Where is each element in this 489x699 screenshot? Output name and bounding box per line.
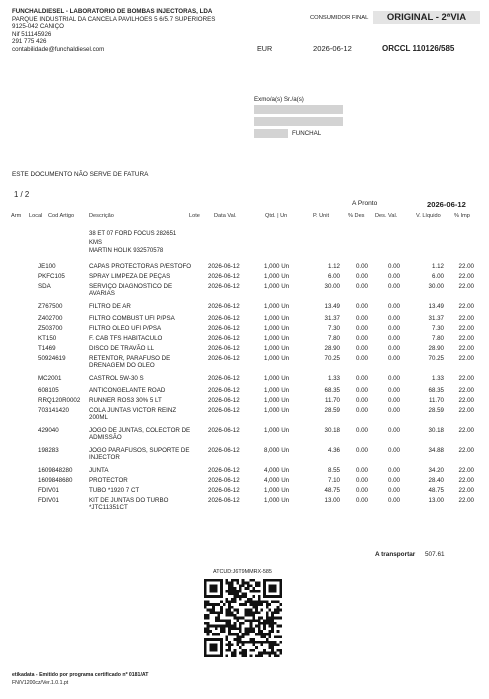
cell-desc	[89, 335, 207, 342]
cell-desc	[89, 497, 207, 512]
cell-date: 2026-06-12	[208, 283, 240, 290]
cell-des: 0.00	[355, 397, 368, 404]
cell-code: MC2001	[38, 375, 62, 382]
cell-qty: 1,000 Un	[264, 497, 290, 504]
cell-des: 0.00	[355, 407, 368, 414]
cell-net: 13.49	[428, 303, 444, 310]
cell-price: 1.12	[327, 263, 340, 270]
cell-date: 2026-06-12	[208, 497, 240, 504]
cell-net: 30.18	[428, 427, 444, 434]
footer-certification: etikadata - Emitido por programa certificado nº 0181/AT	[12, 672, 149, 678]
cell-date: 2026-06-12	[208, 407, 240, 414]
cell-des: 0.00	[355, 335, 368, 342]
item-description-line: FILTRO OLEO UFI P/PSA	[89, 325, 162, 332]
cell-date: 2026-06-12	[208, 477, 240, 484]
cell-net: 11.70	[428, 397, 444, 404]
item-description-line: KIT DE JUNTAS DO TURBO	[89, 497, 169, 504]
cell-code: Z503700	[38, 325, 63, 332]
original-badge: ORIGINAL - 2ªVIA	[373, 11, 480, 24]
col-local: Local	[29, 213, 43, 219]
cell-desc	[89, 407, 207, 422]
cell-imp: 22.00	[458, 487, 474, 494]
cell-desval: 0.00	[387, 447, 400, 454]
consumer-label: CONSUMIDOR FINAL	[310, 15, 369, 21]
cell-net: 48.75	[428, 487, 444, 494]
cell-desval: 0.00	[387, 477, 400, 484]
cell-net: 28.90	[428, 345, 444, 352]
vehicle-line: KMS	[89, 239, 103, 246]
col-cod: Cod Artigo	[48, 213, 75, 219]
cell-imp: 22.00	[458, 447, 474, 454]
cell-desc	[89, 427, 207, 442]
cell-price: 8.55	[327, 467, 340, 474]
cell-imp: 22.00	[458, 273, 474, 280]
cell-imp: 22.00	[458, 427, 474, 434]
footer	[12, 672, 148, 687]
cell-des: 0.00	[355, 427, 368, 434]
item-description-line: DISCO DE TRAVÃO LL	[89, 345, 155, 352]
cell-code: 429040	[38, 427, 59, 434]
cell-price: 31.37	[324, 315, 340, 322]
cell-net: 70.25	[428, 355, 444, 362]
cell-price: 48.75	[324, 487, 340, 494]
cell-price: 13.49	[324, 303, 340, 310]
cell-qty: 1,000 Un	[264, 345, 290, 352]
col-arm: Arm	[11, 213, 22, 219]
item-description-line: AVARIAS	[89, 290, 115, 298]
cell-qty: 1,000 Un	[264, 335, 290, 342]
cell-code: Z767500	[38, 303, 63, 310]
vehicle-info	[89, 230, 176, 256]
cell-desc	[89, 303, 207, 310]
cell-desc	[89, 325, 207, 332]
company-phone: 291 775 426	[12, 38, 47, 46]
cell-price: 1.33	[327, 375, 340, 382]
cell-des: 0.00	[355, 447, 368, 454]
cell-price: 68.35	[324, 387, 340, 394]
cell-code: 1609848280	[38, 467, 73, 474]
item-description-line: 200ML	[89, 414, 108, 422]
cell-net: 1.12	[431, 263, 444, 270]
cell-date: 2026-06-12	[208, 325, 240, 332]
cell-des: 0.00	[355, 497, 368, 504]
cell-imp: 22.00	[458, 375, 474, 382]
cell-net: 28.59	[428, 407, 444, 414]
cell-price: 30.00	[324, 283, 340, 290]
cell-imp: 22.00	[458, 355, 474, 362]
cell-date: 2026-06-12	[208, 375, 240, 382]
cell-qty: 8,000 Un	[264, 447, 290, 454]
cell-code: KT150	[38, 335, 57, 342]
cell-qty: 1,000 Un	[264, 427, 290, 434]
cell-des: 0.00	[355, 487, 368, 494]
qr-code	[204, 579, 282, 657]
cell-imp: 22.00	[458, 283, 474, 290]
cell-price: 13.00	[324, 497, 340, 504]
cell-desc	[89, 375, 207, 382]
cell-code: 198283	[38, 447, 59, 454]
cell-price: 70.25	[324, 355, 340, 362]
cell-qty: 4,000 Un	[264, 477, 290, 484]
cell-date: 2026-06-12	[208, 273, 240, 280]
cell-code: 608105	[38, 387, 59, 394]
cell-desc	[89, 447, 207, 462]
cell-qty: 1,000 Un	[264, 263, 290, 270]
doc-date: 2026-06-12	[313, 44, 352, 53]
cell-desc	[89, 273, 207, 280]
item-description-line: RETENTOR, PARAFUSO DE	[89, 355, 171, 362]
cell-desc	[89, 467, 207, 474]
payment-term: A Pronto	[352, 200, 378, 207]
cell-price: 7.30	[327, 325, 340, 332]
col-date: Data Val.	[214, 213, 237, 219]
redacted-postal	[254, 129, 288, 138]
cell-net: 31.37	[428, 315, 444, 322]
cell-net: 7.30	[431, 325, 444, 332]
cell-net: 6.00	[431, 273, 444, 280]
cell-desval: 0.00	[387, 375, 400, 382]
doc-number: ORCCL 110126/585	[382, 44, 455, 53]
cell-desval: 0.00	[387, 467, 400, 474]
col-imp: % Imp	[454, 213, 470, 219]
cell-desval: 0.00	[387, 397, 400, 404]
cell-des: 0.00	[355, 387, 368, 394]
cell-des: 0.00	[355, 325, 368, 332]
cell-qty: 1,000 Un	[264, 407, 290, 414]
item-description-line: DRENAGEM DO OLEO	[89, 362, 155, 370]
company-email: contabilidade@funchaldiesel.com	[12, 45, 105, 53]
cell-code: RRQ120R0002	[38, 397, 81, 404]
cell-date: 2026-06-12	[208, 427, 240, 434]
col-desc: Descrição	[89, 213, 114, 219]
cell-imp: 22.00	[458, 387, 474, 394]
cell-imp: 22.00	[458, 335, 474, 342]
cell-code: 50924619	[38, 355, 66, 362]
cell-desc	[89, 477, 207, 484]
cell-desc	[89, 283, 207, 298]
cell-code: 1609848680	[38, 477, 73, 484]
cell-date: 2026-06-12	[208, 263, 240, 270]
vehicle-line: MARTIN HOLIK 932570578	[89, 248, 164, 255]
cell-imp: 22.00	[458, 477, 474, 484]
redacted-name	[254, 105, 343, 114]
item-description-line: JOGO PARAFUSOS, SUPORTE DE	[89, 447, 190, 454]
cell-date: 2026-06-12	[208, 467, 240, 474]
cell-desval: 0.00	[387, 263, 400, 270]
cell-des: 0.00	[355, 303, 368, 310]
cell-desval: 0.00	[387, 427, 400, 434]
cell-qty: 1,000 Un	[264, 387, 290, 394]
cell-desc	[89, 263, 207, 270]
cell-des: 0.00	[355, 355, 368, 362]
cell-imp: 22.00	[458, 325, 474, 332]
cell-net: 1.33	[431, 375, 444, 382]
cell-qty: 1,000 Un	[264, 315, 290, 322]
item-description-line: JOGO DE JUNTAS, COLECTOR DE	[89, 427, 191, 434]
cell-desval: 0.00	[387, 487, 400, 494]
item-description-line: JUNTA	[89, 467, 109, 474]
item-description-line: SPRAY LIMPEZA DE PEÇAS	[89, 273, 171, 280]
cell-desc	[89, 355, 207, 370]
cell-qty: 1,000 Un	[264, 273, 290, 280]
atcud: ATCUD:J6T9MMRX-585	[213, 569, 272, 575]
cell-qty: 1,000 Un	[264, 303, 290, 310]
cell-desval: 0.00	[387, 345, 400, 352]
addressee-label: Exmo/a(s) Sr./a(s)	[254, 96, 304, 103]
cell-code: T1469	[38, 345, 56, 352]
cell-net: 30.00	[428, 283, 444, 290]
cell-imp: 22.00	[458, 263, 474, 270]
col-desval: Des. Val.	[375, 213, 398, 219]
item-description-line: CAPAS PROTECTORAS P/ESTOFO	[89, 263, 192, 270]
cell-net: 68.35	[428, 387, 444, 394]
col-qty: Qtd. | Un	[265, 213, 288, 219]
carry-value: 507.61	[425, 551, 445, 558]
cell-desval: 0.00	[387, 325, 400, 332]
item-description-line: *JTC11351CT	[89, 504, 128, 512]
cell-net: 7.80	[431, 335, 444, 342]
item-description-line: PROTECTOR	[89, 477, 128, 484]
cell-desc	[89, 487, 207, 494]
company-nif: Nif 511145926	[12, 30, 52, 38]
cell-imp: 22.00	[458, 303, 474, 310]
cell-date: 2026-06-12	[208, 315, 240, 322]
cell-net: 13.00	[428, 497, 444, 504]
item-description-line: CASTROL 5W-30 S	[89, 375, 144, 382]
vehicle-line: 38 ET 07 FORD FOCUS 282651	[89, 231, 177, 237]
cell-price: 4.36	[327, 447, 340, 454]
col-lote: Lote	[189, 213, 200, 219]
item-description-line: FILTRO DE AR	[89, 303, 131, 310]
cell-desval: 0.00	[387, 283, 400, 290]
cell-date: 2026-06-12	[208, 335, 240, 342]
item-description-line: TUBO *1920 7 CT	[89, 487, 140, 494]
cell-des: 0.00	[355, 375, 368, 382]
payment-date: 2026-06-12	[427, 200, 466, 209]
cell-price: 30.18	[324, 427, 340, 434]
cell-price: 28.90	[324, 345, 340, 352]
cell-date: 2026-06-12	[208, 397, 240, 404]
cell-qty: 1,000 Un	[264, 487, 290, 494]
cell-price: 28.59	[324, 407, 340, 414]
cell-des: 0.00	[355, 467, 368, 474]
cell-imp: 22.00	[458, 345, 474, 352]
cell-desc	[89, 315, 207, 322]
cell-desval: 0.00	[387, 387, 400, 394]
city: FUNCHAL	[292, 130, 322, 137]
cell-desval: 0.00	[387, 315, 400, 322]
carry-label: A transportar	[375, 551, 416, 558]
cell-des: 0.00	[355, 477, 368, 484]
cell-code: FDIV01	[38, 497, 59, 504]
company-address: PARQUE INDUSTRIAL DA CANCELA PAVILHOES 5 6/5.7 SUPERIORES	[12, 15, 216, 23]
cell-qty: 1,000 Un	[264, 283, 290, 290]
cell-desval: 0.00	[387, 355, 400, 362]
cell-code: JE100	[38, 263, 56, 270]
footer-version: FN/V1200cz/Ver.1.0.1.pt	[12, 679, 69, 686]
col-des: % Des	[348, 213, 365, 219]
company-postal: 9125-042 CANIÇO	[12, 23, 64, 31]
col-net: V. Líquido	[416, 213, 441, 219]
cell-code: FDIV01	[38, 487, 59, 494]
cell-price: 7.80	[327, 335, 340, 342]
item-description-line: RUNNER ROS3 30% 5 LT	[89, 397, 162, 404]
cell-desval: 0.00	[387, 303, 400, 310]
item-description-line: SERVIÇO DIAGNOSTICO DE	[89, 283, 173, 290]
currency: EUR	[257, 44, 273, 53]
cell-code: PKFC105	[38, 273, 65, 280]
cell-net: 34.88	[428, 447, 444, 454]
cell-date: 2026-06-12	[208, 487, 240, 494]
cell-net: 34.20	[428, 467, 444, 474]
cell-desc	[89, 397, 207, 404]
document-notice: ESTE DOCUMENTO NÃO SERVE DE FATURA	[12, 171, 149, 178]
cell-imp: 22.00	[458, 497, 474, 504]
cell-des: 0.00	[355, 263, 368, 270]
cell-des: 0.00	[355, 283, 368, 290]
cell-desval: 0.00	[387, 273, 400, 280]
cell-date: 2026-06-12	[208, 345, 240, 352]
cell-imp: 22.00	[458, 397, 474, 404]
cell-desval: 0.00	[387, 407, 400, 414]
cell-net: 28.40	[428, 477, 444, 484]
col-price: P. Unit	[313, 213, 330, 219]
cell-code: 703141420	[38, 407, 69, 414]
cell-qty: 1,000 Un	[264, 397, 290, 404]
item-description-line: COLA JUNTAS VICTOR REINZ	[89, 407, 177, 414]
item-description-line: F. CAB TFS HABITACULO	[89, 335, 163, 342]
cell-desval: 0.00	[387, 497, 400, 504]
cell-price: 11.70	[324, 397, 340, 404]
company-block	[12, 8, 215, 54]
company-name: FUNCHALDIESEL - LABORATORIO DE BOMBAS INJECTORAS, LDA	[12, 8, 213, 15]
cell-imp: 22.00	[458, 467, 474, 474]
cell-qty: 1,000 Un	[264, 325, 290, 332]
item-description-line: INJECTOR	[89, 454, 120, 462]
cell-des: 0.00	[355, 315, 368, 322]
cell-des: 0.00	[355, 345, 368, 352]
item-description-line: FILTRO COMBUST UFI P/PSA	[89, 315, 175, 322]
redacted-address	[254, 117, 343, 126]
item-description-line: ADMISSÃO	[89, 434, 122, 442]
cell-qty: 1,000 Un	[264, 355, 290, 362]
cell-des: 0.00	[355, 273, 368, 280]
item-description-line: ANTICONGELANTE ROAD	[89, 387, 166, 394]
cell-price: 6.00	[327, 273, 340, 280]
cell-date: 2026-06-12	[208, 355, 240, 362]
cell-code: SDA	[38, 283, 51, 290]
cell-imp: 22.00	[458, 407, 474, 414]
cell-qty: 1,000 Un	[264, 375, 290, 382]
cell-imp: 22.00	[458, 315, 474, 322]
cell-desc	[89, 345, 207, 352]
page-number: 1 / 2	[14, 190, 30, 199]
cell-price: 7.10	[327, 477, 340, 484]
cell-code: Z402700	[38, 315, 63, 322]
cell-desval: 0.00	[387, 335, 400, 342]
cell-desc	[89, 387, 207, 394]
cell-date: 2026-06-12	[208, 387, 240, 394]
cell-date: 2026-06-12	[208, 447, 240, 454]
cell-date: 2026-06-12	[208, 303, 240, 310]
cell-qty: 4,000 Un	[264, 467, 290, 474]
